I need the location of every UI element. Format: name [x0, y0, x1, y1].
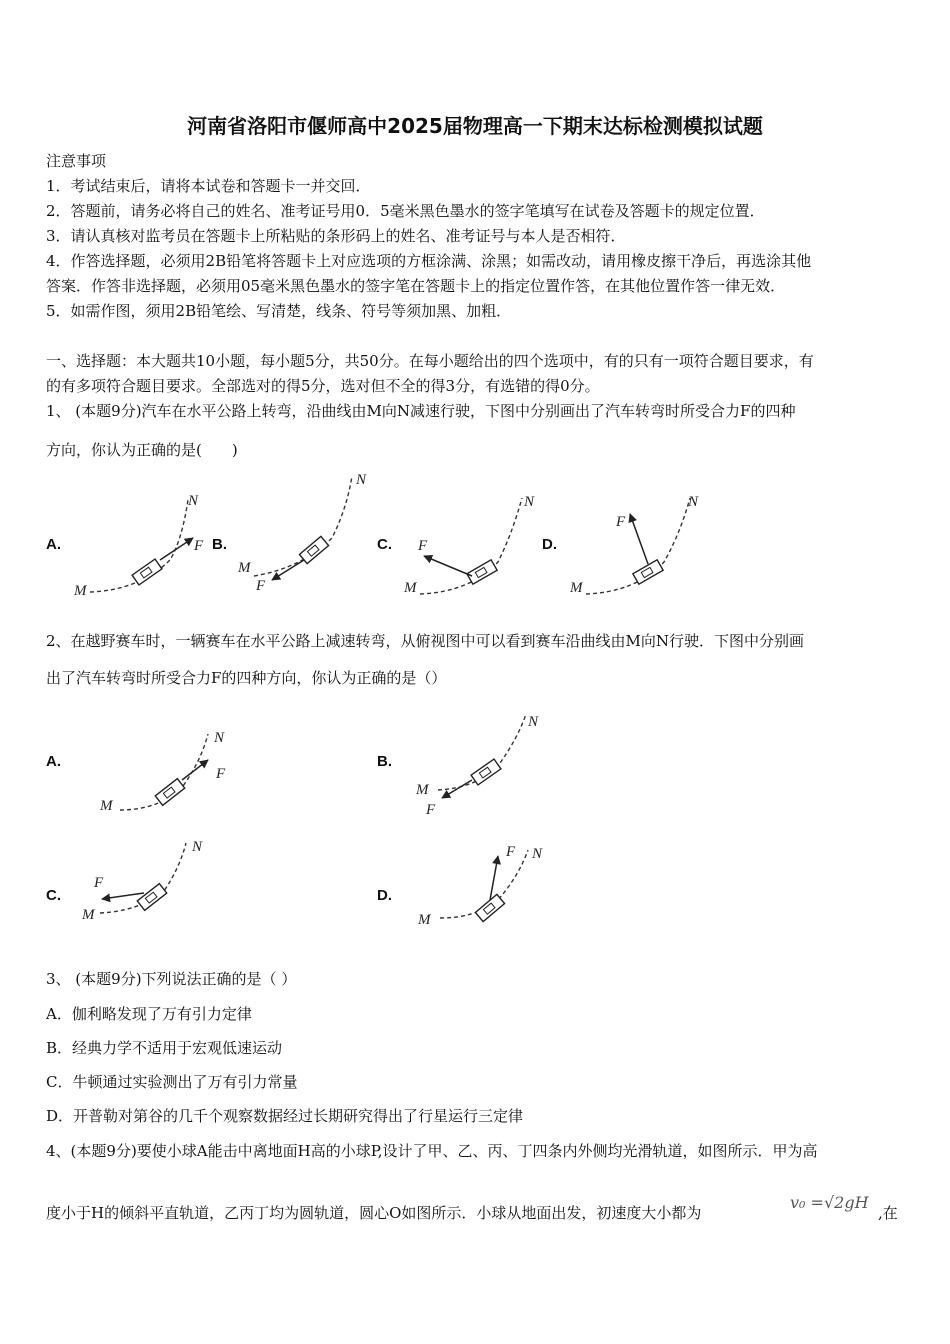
- q2-option-d-label: D.: [377, 887, 392, 904]
- svg-text:F: F: [616, 514, 626, 530]
- svg-text:M: M: [100, 798, 113, 814]
- q1-figure-a: [70, 480, 210, 600]
- page-title: 河南省洛阳市偃师高中2025届物理高一下期末达标检测模拟试题: [187, 114, 763, 138]
- notice-item: 3．请认真核对监考员在答题卡上所粘贴的条形码上的姓名、准考证号与本人是否相符．: [46, 227, 626, 245]
- svg-text:M: M: [404, 580, 417, 596]
- section-instructions: 一、选择题：本大题共10小题，每小题5分，共50分。在每小题给出的四个选项中，有的只有一项符合题目要求，有: [46, 352, 814, 370]
- q3-option-d: D．开普勒对第谷的几千个观察数据经过长期研究得出了行星运行三定律: [46, 1107, 524, 1125]
- svg-text:F: F: [418, 538, 428, 554]
- svg-text:N: N: [192, 839, 203, 855]
- svg-text:F: F: [256, 578, 266, 594]
- q1-stem: 1、 (本题9分)汽车在水平公路上转弯，沿曲线由M向N减速行驶，下图中分别画出了汽车转弯时所受合力F的四种: [46, 402, 796, 420]
- svg-text:N: N: [532, 846, 543, 862]
- q3-stem: 3、 (本题9分)下列说法正确的是（ ）: [46, 970, 297, 988]
- svg-text:M: M: [570, 580, 583, 596]
- q1-stem-cont: 方向，你认为正确的是( ): [46, 441, 238, 459]
- svg-text:M: M: [416, 782, 429, 798]
- q2-figure-c: [80, 835, 220, 927]
- svg-text:N: N: [688, 494, 699, 510]
- q3-option-c: C．牛顿通过实验测出了万有引力常量: [46, 1073, 298, 1091]
- q2-option-a-label: A.: [46, 753, 61, 770]
- q2-figure-d: [416, 838, 566, 930]
- svg-text:N: N: [524, 494, 535, 510]
- svg-text:N: N: [528, 714, 539, 730]
- svg-text:N: N: [214, 730, 225, 746]
- q1-figure-b: [232, 468, 372, 598]
- svg-text:N: N: [188, 493, 199, 509]
- q3-option-b: B．经典力学不适用于宏观低速运动: [46, 1039, 283, 1057]
- q4-stem-end: ,在: [878, 1204, 898, 1222]
- section-instructions-cont: 的有多项符合题目要求。全部选对的得5分，选对但不全的得3分，有选错的得0分。: [46, 377, 600, 395]
- notice-item: 5．如需作图，须用2B铅笔绘、写清楚，线条、符号等须加黑、加粗．: [46, 302, 512, 320]
- svg-text:M: M: [82, 907, 95, 923]
- svg-text:F: F: [94, 875, 104, 891]
- notice-heading: 注意事项: [46, 152, 107, 170]
- q2-figure-b: [414, 708, 564, 818]
- svg-text:F: F: [194, 538, 204, 554]
- svg-text:M: M: [418, 912, 431, 928]
- notice-item: 4．作答选择题，必须用2B铅笔将答题卡上对应选项的方框涂满、涂黑；如需改动，请用橡皮擦干净后，再选涂其他: [46, 252, 812, 270]
- svg-text:M: M: [238, 560, 251, 576]
- q1-option-a-label: A.: [46, 536, 61, 553]
- q1-figure-c: [400, 484, 540, 599]
- svg-text:M: M: [74, 583, 87, 599]
- notice-item: 2．答题前，请务必将自己的姓名、准考证号用0．5毫米黑色墨水的签字笔填写在试卷及答题卡的规定位置．: [46, 202, 765, 220]
- q4-stem: 4、(本题9分)要使小球A能击中离地面H高的小球P,设计了甲、乙、丙、丁四条内外侧均光滑轨道，如图所示．甲为高: [46, 1142, 818, 1160]
- svg-text:F: F: [506, 844, 516, 860]
- notice-item: 1．考试结束后，请将本试卷和答题卡一并交回．: [46, 177, 371, 195]
- q2-stem: 2、在越野赛车时，一辆赛车在水平公路上减速转弯，从俯视图中可以看到赛车沿曲线由M向N行驶．下图中分别画: [46, 632, 805, 650]
- q2-option-b-label: B.: [377, 753, 392, 770]
- svg-text:F: F: [426, 802, 436, 818]
- q4-formula: v₀ =√2gH: [790, 1193, 869, 1212]
- q3-option-a: A．伽利略发现了万有引力定律: [46, 1005, 252, 1023]
- svg-text:N: N: [356, 472, 367, 488]
- svg-text:F: F: [216, 766, 226, 782]
- q4-stem-cont: 度小于H的倾斜平直轨道，乙丙丁均为圆轨道，圆心O如图所示．小球从地面出发，初速度大小都为: [46, 1204, 702, 1222]
- q2-option-c-label: C.: [46, 887, 61, 904]
- q1-option-d-label: D.: [542, 536, 557, 553]
- q2-stem-cont: 出了汽车转弯时所受合力F的四种方向，你认为正确的是（）: [46, 669, 447, 687]
- notice-item: 答案．作答非选择题，必须用05毫米黑色墨水的签字笔在答题卡上的指定位置作答，在其他位置作答一律无效．: [46, 277, 786, 295]
- q1-option-c-label: C.: [377, 536, 392, 553]
- q1-figure-d: [566, 484, 716, 599]
- q1-option-b-label: B.: [212, 536, 227, 553]
- q2-figure-a: [96, 724, 246, 819]
